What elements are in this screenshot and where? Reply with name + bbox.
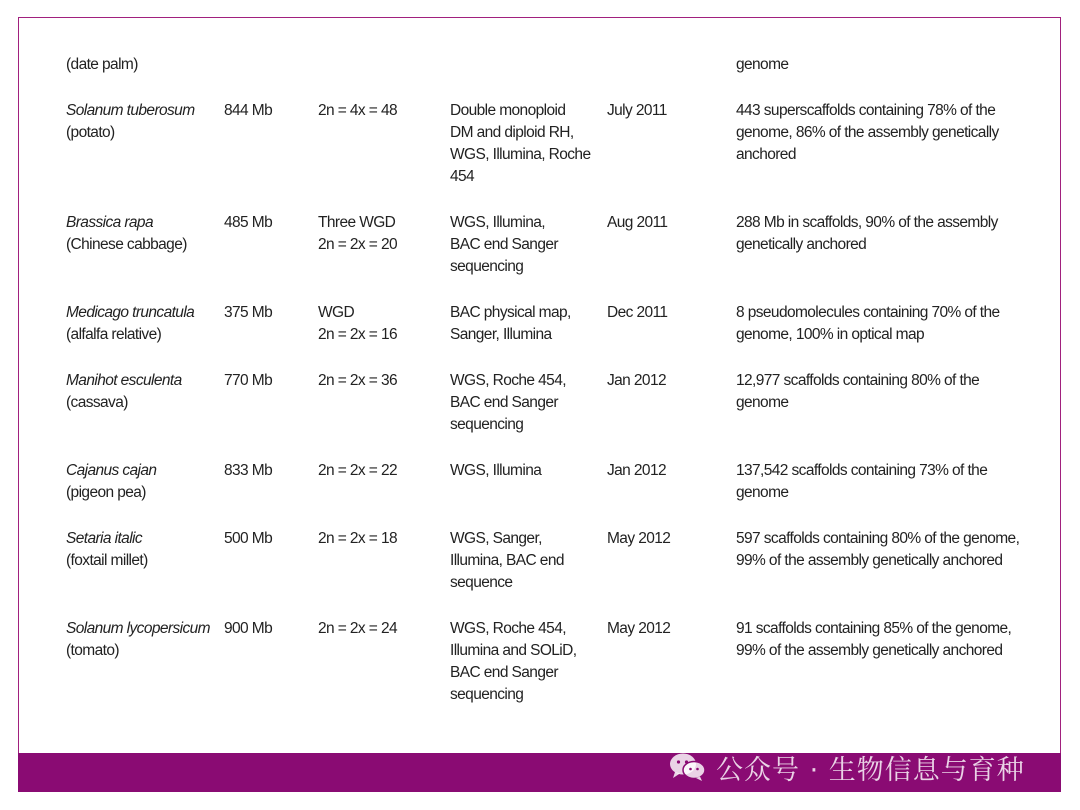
assembly-line: anchored xyxy=(736,146,796,163)
method-line: WGS, Sanger, xyxy=(450,530,542,547)
release-date: Jan 2012 xyxy=(607,462,666,479)
species-cell xyxy=(66,212,224,302)
assembly-line: genome xyxy=(736,484,789,501)
assembly-line: genome xyxy=(736,394,789,411)
ploidy-cell xyxy=(318,212,450,302)
method-line: sequence xyxy=(450,574,513,591)
genome-size-cell xyxy=(224,100,318,212)
date-cell xyxy=(607,460,736,528)
release-date: Jan 2012 xyxy=(607,372,666,389)
assembly-cell xyxy=(736,618,1046,730)
species-cell xyxy=(66,460,224,528)
species-common-name: (pigeon pea) xyxy=(66,484,146,501)
date-cell xyxy=(607,302,736,370)
assembly-line: 99% of the assembly genetically anchored xyxy=(736,642,1003,659)
assembly-cell xyxy=(736,528,1046,618)
species-common-name: (Chinese cabbage) xyxy=(66,236,187,253)
watermark xyxy=(668,747,1025,787)
species-scientific-name: Manihot esculenta xyxy=(66,372,182,389)
species-cell xyxy=(66,370,224,460)
assembly-line: 8 pseudomolecules containing 70% of the xyxy=(736,304,1000,321)
ploidy-line: 2n = 2x = 36 xyxy=(318,372,397,389)
assembly-cell xyxy=(736,212,1046,302)
species-cell xyxy=(66,302,224,370)
ploidy-line: WGD xyxy=(318,304,355,321)
table-row xyxy=(66,370,1046,460)
ploidy-cell xyxy=(318,100,450,212)
species-scientific-name: Setaria italic xyxy=(66,530,143,547)
method-line: BAC end Sanger xyxy=(450,236,558,253)
table-body xyxy=(66,100,1046,730)
date-cell xyxy=(607,618,736,730)
method-cell xyxy=(450,54,607,100)
genome-size-cell xyxy=(224,370,318,460)
table-row xyxy=(66,302,1046,370)
species-cell xyxy=(66,100,224,212)
species-common-name: (alfalfa relative) xyxy=(66,326,162,343)
genome-size-cell xyxy=(224,618,318,730)
assembly-line: 288 Mb in scaffolds, 90% of the assembly xyxy=(736,214,998,231)
date-cell xyxy=(607,528,736,618)
method-cell xyxy=(450,460,607,528)
species-common-name: (cassava) xyxy=(66,394,128,411)
date-cell xyxy=(607,100,736,212)
ploidy-cell xyxy=(318,54,450,100)
table-row-continued xyxy=(66,54,1046,100)
genome-size: 833 Mb xyxy=(224,462,273,479)
watermark-text: 公众号 · 生物信息与育种 xyxy=(716,754,1025,786)
release-date: July 2011 xyxy=(607,102,667,119)
release-date: May 2012 xyxy=(607,530,671,547)
method-line: BAC end Sanger xyxy=(450,394,558,411)
assembly-line: 443 superscaffolds containing 78% of the xyxy=(736,102,996,119)
method-line: WGS, Roche 454, xyxy=(450,620,566,637)
method-line: sequencing xyxy=(450,416,524,433)
assembly-cell xyxy=(736,460,1046,528)
method-line: BAC physical map, xyxy=(450,304,571,321)
ploidy-line: 2n = 4x = 48 xyxy=(318,102,397,119)
species-common-name: (tomato) xyxy=(66,642,119,659)
method-line: Sanger, Illumina xyxy=(450,326,552,343)
species-scientific-name: Medicago truncatula xyxy=(66,304,195,321)
species-scientific-name: Cajanus cajan xyxy=(66,462,157,479)
method-cell xyxy=(450,302,607,370)
assembly-line: 91 scaffolds containing 85% of the genome, xyxy=(736,620,1012,637)
method-line: Illumina and SOLiD, xyxy=(450,642,577,659)
species-scientific-name: Brassica rapa xyxy=(66,214,153,231)
method-line: WGS, Illumina, xyxy=(450,214,545,231)
genome-size-cell xyxy=(224,302,318,370)
method-line: Illumina, BAC end xyxy=(450,552,564,569)
assembly-cell xyxy=(736,302,1046,370)
assembly-line: 99% of the assembly genetically anchored xyxy=(736,552,1003,569)
genome-size: 900 Mb xyxy=(224,620,273,637)
ploidy-line: 2n = 2x = 22 xyxy=(318,462,397,479)
ploidy-cell xyxy=(318,528,450,618)
date-cell xyxy=(607,212,736,302)
wechat-icon xyxy=(668,751,708,783)
table-row xyxy=(66,100,1046,212)
method-line: DM and diploid RH, xyxy=(450,124,574,141)
assembly-line: genome xyxy=(736,56,789,73)
method-line: WGS, Illumina xyxy=(450,462,542,479)
method-cell xyxy=(450,370,607,460)
ploidy-cell xyxy=(318,370,450,460)
release-date: May 2012 xyxy=(607,620,671,637)
assembly-line: genome, 100% in optical map xyxy=(736,326,925,343)
table-row xyxy=(66,460,1046,528)
ploidy-cell xyxy=(318,460,450,528)
release-date: Aug 2011 xyxy=(607,214,668,231)
ploidy-line: Three WGD xyxy=(318,214,396,231)
ploidy-line: 2n = 2x = 18 xyxy=(318,530,397,547)
method-cell xyxy=(450,212,607,302)
assembly-line: genome, 86% of the assembly genetically xyxy=(736,124,999,141)
genome-size: 500 Mb xyxy=(224,530,273,547)
species-common-name: (date palm) xyxy=(66,56,138,73)
release-date: Dec 2011 xyxy=(607,304,668,321)
genome-size-cell xyxy=(224,528,318,618)
genome-size-cell xyxy=(224,212,318,302)
ploidy-cell xyxy=(318,618,450,730)
method-line: WGS, Illumina, Roche xyxy=(450,146,591,163)
assembly-cell xyxy=(736,100,1046,212)
ploidy-cell xyxy=(318,302,450,370)
date-cell xyxy=(607,370,736,460)
assembly-line: 597 scaffolds containing 80% of the genome, xyxy=(736,530,1020,547)
method-line: sequencing xyxy=(450,258,524,275)
date-cell xyxy=(607,54,736,100)
genome-size-cell xyxy=(224,54,318,100)
assembly-cell xyxy=(736,370,1046,460)
method-cell xyxy=(450,618,607,730)
table-row xyxy=(66,528,1046,618)
species-cell xyxy=(66,54,224,100)
species-cell xyxy=(66,618,224,730)
method-line: WGS, Roche 454, xyxy=(450,372,566,389)
species-common-name: (foxtail millet) xyxy=(66,552,148,569)
method-line: BAC end Sanger xyxy=(450,664,558,681)
method-cell xyxy=(450,100,607,212)
assembly-line: 137,542 scaffolds containing 73% of the xyxy=(736,462,988,479)
species-scientific-name: Solanum tuberosum xyxy=(66,102,195,119)
ploidy-line: 2n = 2x = 24 xyxy=(318,620,397,637)
species-cell xyxy=(66,528,224,618)
ploidy-line: 2n = 2x = 16 xyxy=(318,326,397,343)
genome-size: 485 Mb xyxy=(224,214,273,231)
table-row xyxy=(66,618,1046,730)
species-common-name: (potato) xyxy=(66,124,115,141)
genome-size: 375 Mb xyxy=(224,304,273,321)
genome-size: 770 Mb xyxy=(224,372,273,389)
assembly-line: 12,977 scaffolds containing 80% of the xyxy=(736,372,980,389)
species-scientific-name: Solanum lycopersicum xyxy=(66,620,210,637)
method-cell xyxy=(450,528,607,618)
assembly-cell xyxy=(736,54,1046,100)
genome-size-cell xyxy=(224,460,318,528)
table-row xyxy=(66,212,1046,302)
assembly-line: genetically anchored xyxy=(736,236,867,253)
genome-size: 844 Mb xyxy=(224,102,273,119)
method-line: Double monoploid xyxy=(450,102,566,119)
method-line: sequencing xyxy=(450,686,524,703)
method-line: 454 xyxy=(450,168,475,185)
ploidy-line: 2n = 2x = 20 xyxy=(318,236,397,253)
genome-table xyxy=(66,54,1046,730)
